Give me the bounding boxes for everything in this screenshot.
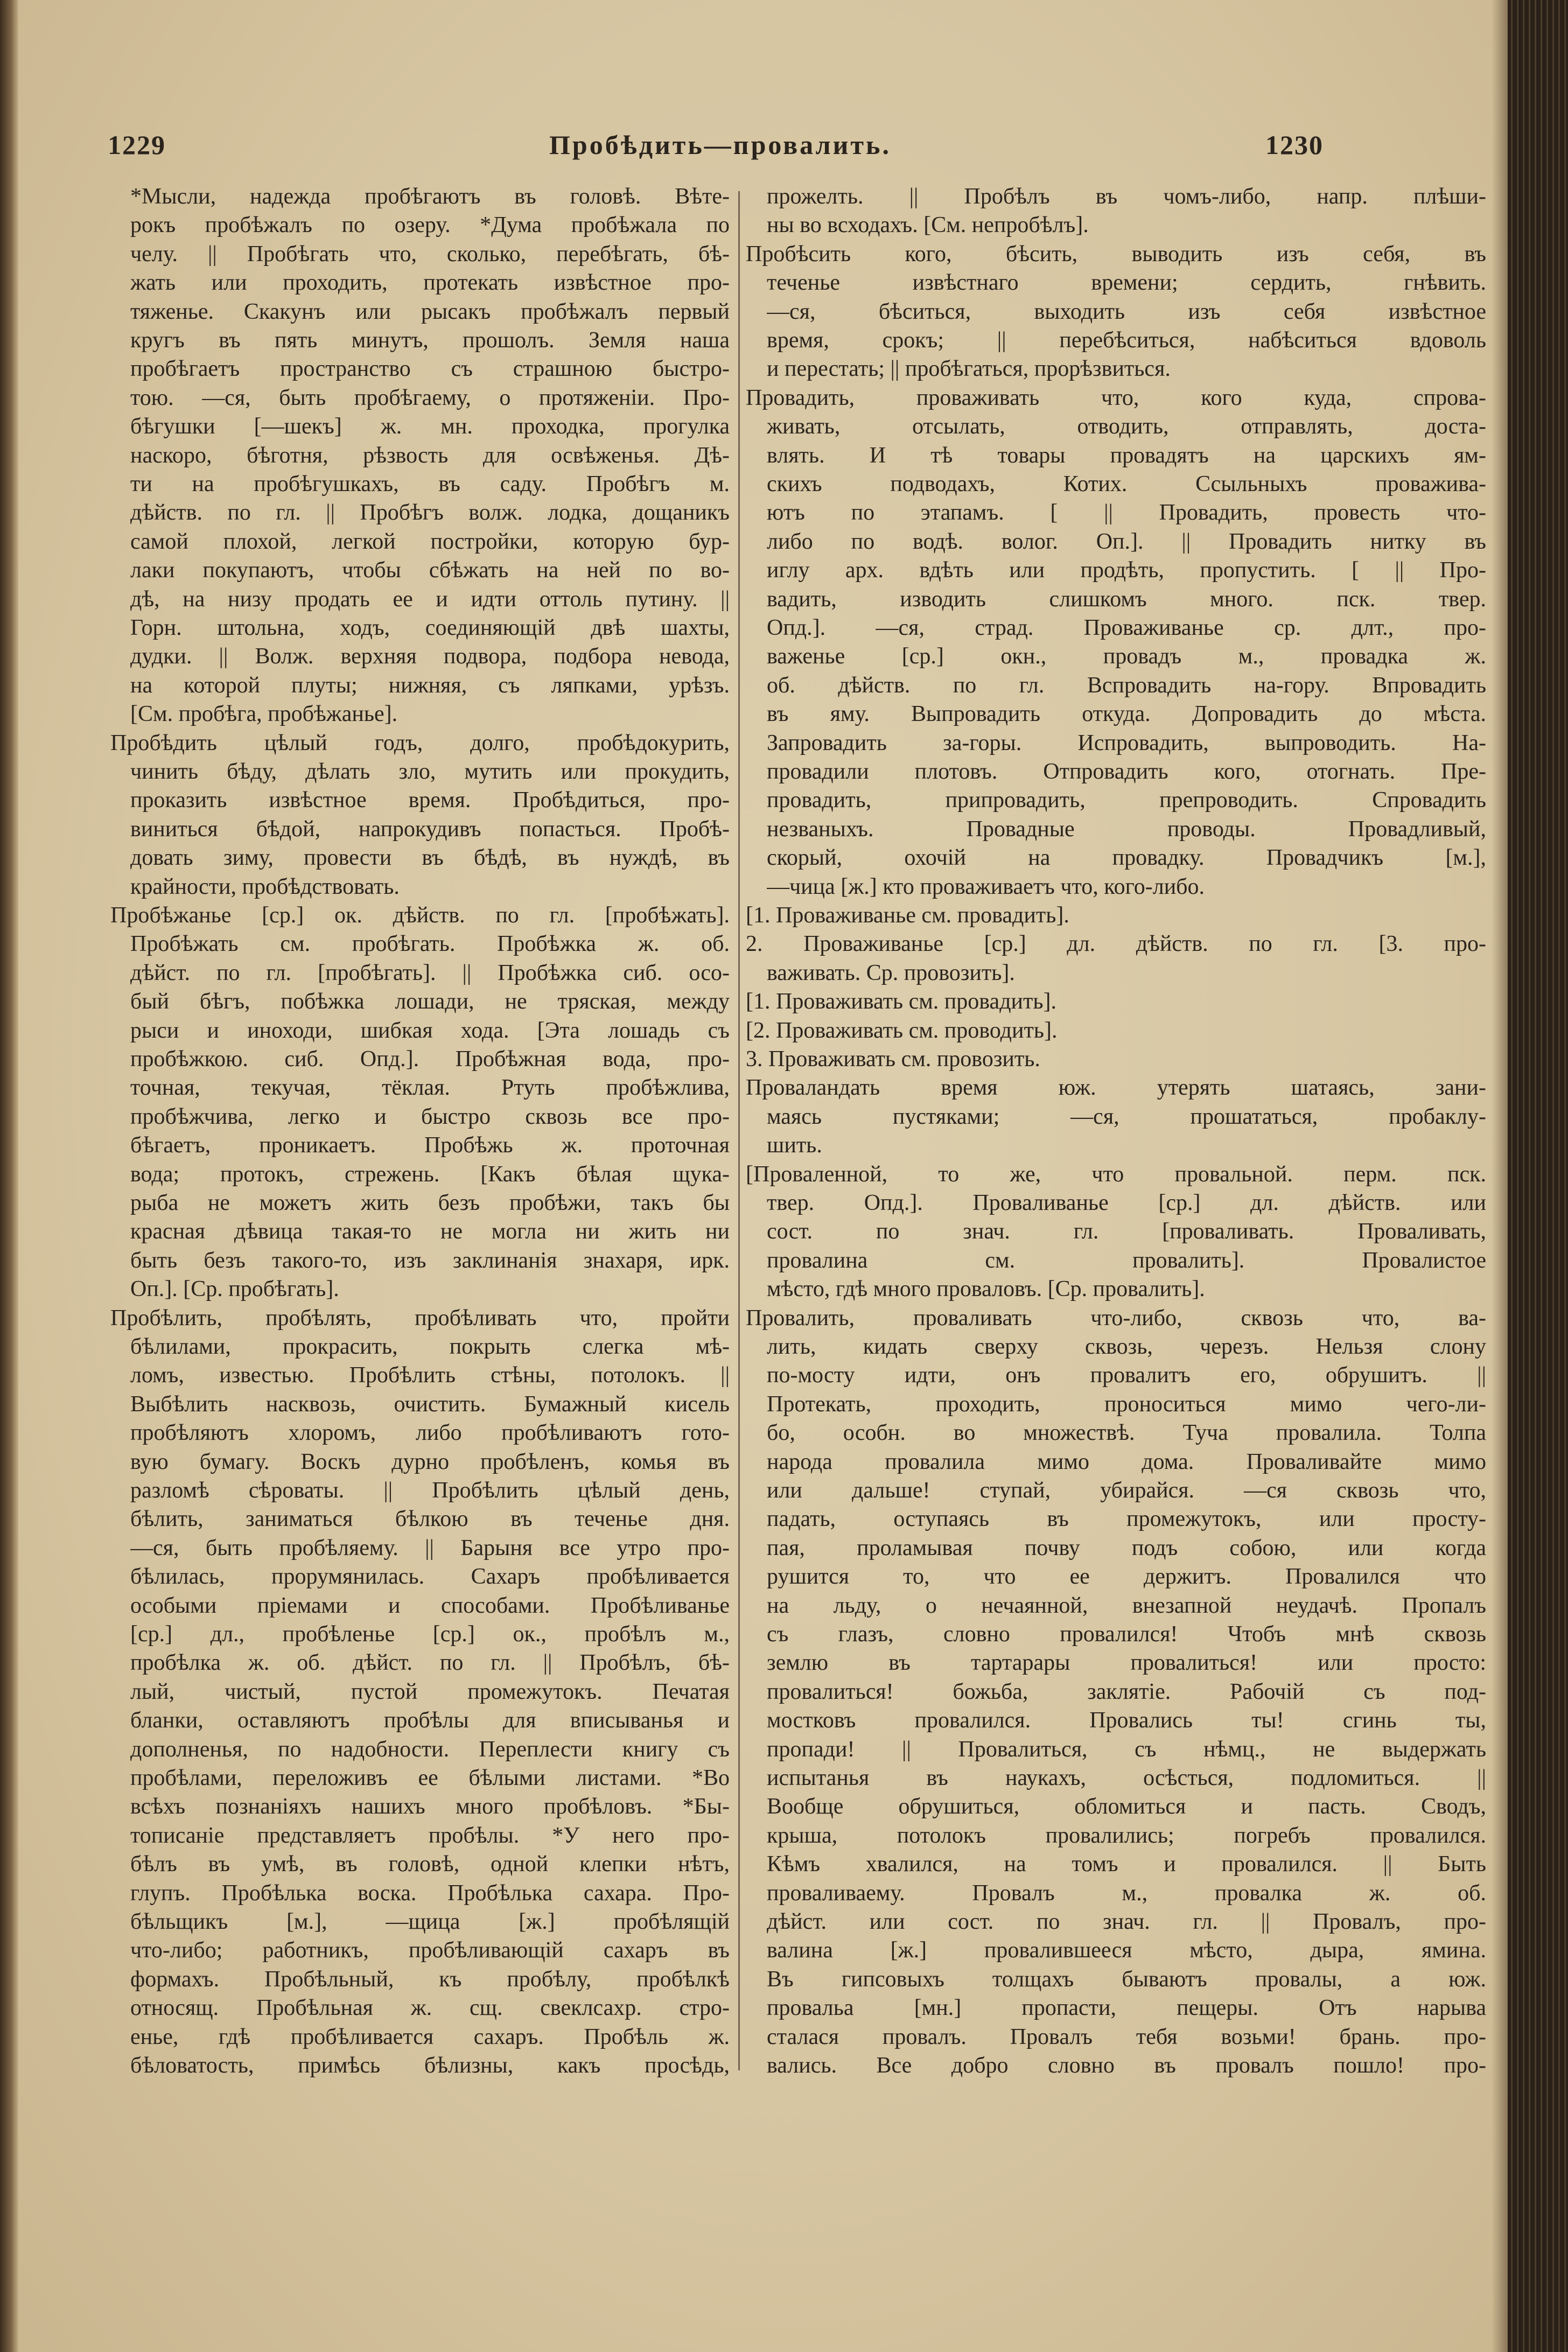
text-line: бѣлить, заниматься бѣлкою въ теченье дня. xyxy=(130,1507,730,1532)
text-line: вались. Все добро словно въ провалъ пошло! про- xyxy=(767,2053,1486,2078)
entry-headword-line: Пробѣлить, пробѣлять, пробѣливать что, пройти xyxy=(110,1305,730,1331)
text-line: тяженье. Скакунъ или рысакъ пробѣжалъ первый xyxy=(130,299,730,324)
column-divider xyxy=(738,191,740,2070)
text-line: Пробѣжать см. пробѣгать. Пробѣжка ж. об. xyxy=(130,932,730,957)
text-line: дѣ, на низу продать ее и идти оттоль путину. || xyxy=(130,586,730,612)
text-line: тою. —ся, быть пробѣгаему, о протяженіи. Про- xyxy=(130,385,730,410)
text-line: тописаніе представляетъ пробѣлы. *У него про- xyxy=(130,1823,730,1848)
text-line: Кѣмъ хвалился, на томъ и провалился. || Быть xyxy=(767,1852,1486,1877)
text-line: особыми пріемами и способами. Пробѣливанье xyxy=(130,1593,730,1618)
text-line: рокъ пробѣжалъ по озеру. *Дума пробѣжала по xyxy=(130,213,730,238)
text-line: Вообще обрушиться, обломиться и пасть. Сводъ, xyxy=(767,1794,1486,1819)
text-line: довать зиму, провести въ бѣдѣ, въ нуждѣ, въ xyxy=(130,845,730,871)
text-line: теченье извѣстнаго времени; сердить, гнѣвить. xyxy=(767,270,1486,296)
text-line: по-мосту идти, онъ провалитъ его, обрушитъ. || xyxy=(767,1363,1486,1388)
text-line: твер. Опд.]. Проваливанье [ср.] дл. дѣйств. или xyxy=(767,1191,1486,1215)
text-line: пробѣлами, переложивъ ее бѣлыми листами. *Во xyxy=(130,1766,730,1790)
text-line: дѣйст. по гл. [пробѣгать]. || Пробѣжка сиб. осо- xyxy=(130,960,730,985)
text-line: скорый, охочій на провадку. Провадчикъ [м.], xyxy=(767,845,1486,871)
text-line: пробѣляютъ хлоромъ, либо пробѣливаютъ гото- xyxy=(130,1420,730,1446)
text-line: проказить извѣстное время. Пробѣдиться, про- xyxy=(130,788,730,813)
text-line: —ся, быть пробѣляему. || Барыня все утро про- xyxy=(130,1535,730,1560)
entry-headword-line: [Проваленной, то же, что провальной. перм. пск. xyxy=(746,1161,1486,1187)
text-line: бый бѣгъ, побѣжка лошади, не тряская, между xyxy=(130,989,730,1014)
text-line: [ср.] дл., пробѣленье [ср.] ок., пробѣлъ м., xyxy=(130,1622,730,1647)
text-line: сост. по знач. гл. [проваливать. Проваливать, xyxy=(767,1219,1486,1244)
text-line: Опд.]. —ся, страд. Проваживанье ср. длт., про- xyxy=(767,615,1486,640)
text-line: пая, проламывая почву подъ собою, или когда xyxy=(767,1535,1486,1560)
text-line: иглу арх. вдѣть или продѣть, пропустить. [ || Про- xyxy=(767,558,1486,583)
text-line: Выбѣлить насквозь, очистить. Бумажный кисель xyxy=(130,1391,730,1417)
text-line: разломѣ сѣроваты. || Пробѣлить цѣлый день, xyxy=(130,1478,730,1503)
text-line: дѣйст. или сост. по знач. гл. || Провалъ, про- xyxy=(767,1909,1486,1934)
text-line: бѣлилась, прорумянилась. Сахаръ пробѣливается xyxy=(130,1564,730,1590)
text-line: на льду, о нечаянной, внезапной неудачѣ. Пропалъ xyxy=(767,1593,1486,1618)
text-line: что-либо; работникъ, пробѣливающій сахаръ въ xyxy=(130,1938,730,1963)
text-line: лый, чистый, пустой промежутокъ. Печатая xyxy=(130,1679,730,1704)
text-line: бѣгаетъ, проникаетъ. Пробѣжь ж. проточная xyxy=(130,1133,730,1158)
text-line: провадить, припровадить, препроводить. Спровадить xyxy=(767,788,1486,813)
book-page-edges xyxy=(1508,0,1568,2352)
text-line: красная дѣвица такая-то не могла ни жить ни xyxy=(130,1219,730,1244)
text-line: пробѣлка ж. об. дѣйст. по гл. || Пробѣлъ, бѣ- xyxy=(130,1650,730,1676)
text-line: пробѣгаетъ пространство съ страшною быстро- xyxy=(130,356,730,382)
entry-headword-line: [2. Проваживать см. проводить]. xyxy=(746,1018,1058,1043)
text-line: прожелть. || Пробѣлъ въ чомъ-либо, напр. плѣши- xyxy=(767,184,1486,209)
text-line: Оп.]. [Ср. пробѣгать]. xyxy=(130,1277,339,1302)
text-line: быть безъ такого-то, изъ заклинанія знахаря, ирк. xyxy=(130,1248,730,1273)
text-line: Въ гипсовыхъ толщахъ бываютъ провалы, а юж. xyxy=(767,1966,1486,1992)
text-line: провалиться! божьба, заклятіе. Рабочій съ под- xyxy=(767,1679,1486,1704)
text-line: дудки. || Волж. верхняя подвора, подбора невода, xyxy=(130,644,730,669)
text-line: об. дѣйств. по гл. Вспровадить на-гору. Впровадить xyxy=(767,673,1486,698)
text-line: въ яму. Выпровадить откуда. Допровадить до мѣста. xyxy=(767,702,1486,727)
entry-headword-line: 2. Проваживанье [ср.] дл. дѣйств. по гл. [3. про- xyxy=(746,932,1486,957)
text-line: Горн. штольна, ходъ, соединяющій двѣ шахты, xyxy=(130,615,730,640)
page-number-left: 1229 xyxy=(108,130,166,160)
text-line: ны во всходахъ. [См. непробѣлъ]. xyxy=(767,213,1089,238)
text-line: вадить, изводить слишкомъ много. пск. твер. xyxy=(767,586,1486,612)
entry-headword-line: 3. Проваживать см. провозить. xyxy=(746,1047,1040,1072)
text-line: лить, кидать сверху сквозь, черезъ. Нельзя слону xyxy=(767,1334,1486,1359)
text-line: вода; протокъ, стрежень. [Какъ бѣлая щука- xyxy=(130,1161,730,1187)
text-line: чинить бѣду, дѣлать зло, мутить или прокудить, xyxy=(130,759,730,784)
text-line: —ся, бѣситься, выходить изъ себя извѣстное xyxy=(767,299,1486,324)
text-line: рыси и иноходи, шибкая хода. [Эта лошадь съ xyxy=(130,1018,730,1043)
text-line: енье, гдѣ пробѣливается сахаръ. Пробѣль ж. xyxy=(130,2024,730,2049)
text-line: Протекать, проходить, проноситься мимо чего-ли- xyxy=(767,1391,1486,1417)
text-line: рыба не можетъ жить безъ пробѣжи, такъ бы xyxy=(130,1191,730,1215)
text-line: дополненья, по надобности. Переплести книгу съ xyxy=(130,1737,730,1762)
text-line: *Мысли, надежда пробѣгаютъ въ головѣ. Вѣте- xyxy=(130,184,730,209)
text-line: бѣльщикъ [м.], —щица [ж.] пробѣлящій xyxy=(130,1909,730,1934)
text-line: проваливаему. Провалъ м., провалка ж. об. xyxy=(767,1880,1486,1906)
text-line: провальа [мн.] пропасти, пещеры. Отъ нарыва xyxy=(767,1996,1486,2021)
text-line: скихъ подводахъ, Котих. Ссыльныхъ проважива- xyxy=(767,472,1486,496)
text-line: незваныхъ. Провадные проводы. Провадливый, xyxy=(767,816,1486,842)
text-line: глупъ. Пробѣлька воска. Пробѣлька сахара. Про- xyxy=(130,1880,730,1906)
text-line: ти на пробѣгушкахъ, въ саду. Пробѣгъ м. xyxy=(130,472,730,496)
text-line: бо, особн. во множествѣ. Туча провалила. Толпа xyxy=(767,1420,1486,1446)
text-line: влять. И тѣ товары провадятъ на царскихъ ям- xyxy=(767,443,1486,468)
text-line: ломъ, известью. Пробѣлить стѣны, потолокъ. || xyxy=(130,1363,730,1388)
text-line: валина [ж.] провалившееся мѣсто, дыра, ямина. xyxy=(767,1938,1486,1963)
text-line: бланки, оставляютъ пробѣлы для вписыванья и xyxy=(130,1708,730,1733)
entry-headword-line: Провадить, проваживать что, кого куда, спрова- xyxy=(746,385,1486,410)
text-line: важивать. Ср. провозить]. xyxy=(767,960,1015,985)
text-line: всѣхъ познаніяхъ нашихъ много пробѣловъ. *Бы- xyxy=(130,1794,730,1819)
text-line: лаки покупаютъ, чтобы сбѣжать на ней по во- xyxy=(130,558,730,583)
text-line: бѣлъ въ умѣ, въ головѣ, одной клепки нѣтъ, xyxy=(130,1852,730,1877)
text-line: пропади! || Провалиться, съ нѣмц., не выдержать xyxy=(767,1737,1486,1762)
text-line: шить. xyxy=(767,1133,822,1158)
text-line: крайности, пробѣдствовать. xyxy=(130,874,400,899)
text-line: дѣйств. по гл. || Пробѣгъ волж. лодка, дощаникъ xyxy=(130,500,730,526)
text-line: народа провалила мимо дома. Проваливайте мимо xyxy=(767,1449,1486,1474)
entry-headword-line: Пробѣдить цѣлый годъ, долго, пробѣдокурить, xyxy=(110,730,730,755)
text-line: бѣлилами, прокрасить, покрыть слегка мѣ- xyxy=(130,1334,730,1359)
text-line: Запровадить за-горы. Испровадить, выпроводить. На- xyxy=(767,730,1486,755)
text-line: наскоро, бѣготня, рѣзвость для освѣженья. Дѣ- xyxy=(130,443,730,468)
text-line: ютъ по этапамъ. [ || Провадить, провесть что- xyxy=(767,500,1486,526)
text-line: провадили плотовъ. Отпровадить кого, отогнать. Пре- xyxy=(767,759,1486,784)
entry-headword-line: Пробѣжанье [ср.] ок. дѣйств. по гл. [пробѣжать]. xyxy=(110,903,730,928)
text-line: пробѣжкою. сиб. Опд.]. Пробѣжная вода, про- xyxy=(130,1047,730,1072)
book-binding xyxy=(0,0,18,2352)
text-line: живать, отсылать, отводить, отправлять, доста- xyxy=(767,414,1486,439)
text-line: и перестать; || пробѣгаться, прорѣзвиться. xyxy=(767,356,1171,382)
text-line: самой плохой, легкой постройки, которую бур- xyxy=(130,529,730,554)
text-line: время, срокъ; || перебѣситься, набѣситься вдоволь xyxy=(767,328,1486,353)
entry-headword-line: Пробѣсить кого, бѣсить, выводить изъ себя, въ xyxy=(746,241,1486,267)
text-line: формахъ. Пробѣльный, къ пробѣлу, пробѣлкѣ xyxy=(130,1966,730,1992)
text-line: важенье [ср.] окн., провадъ м., провадка ж. xyxy=(767,644,1486,669)
text-line: вую бумагу. Воскъ дурно пробѣленъ, комья въ xyxy=(130,1449,730,1474)
entry-headword-line: [1. Проваживанье см. провадить]. xyxy=(746,903,1069,928)
entry-headword-line: Провалить, проваливать что-либо, сквозь что, ва- xyxy=(746,1305,1486,1331)
text-line: [См. пробѣга, пробѣжанье]. xyxy=(130,702,398,727)
text-line: точная, текучая, тёклая. Ртуть пробѣжлива, xyxy=(130,1075,730,1101)
text-line: падать, оступаясь въ промежутокъ, или просту- xyxy=(767,1507,1486,1532)
running-title: Пробѣдить—провалить. xyxy=(549,130,891,160)
text-line: сталася провалъ. Провалъ тебя возьми! брань. про- xyxy=(767,2024,1486,2049)
text-line: относящ. Пробѣльная ж. сщ. свеклсахр. стро- xyxy=(130,1996,730,2021)
text-line: бѣловатость, примѣсь бѣлизны, какъ просѣдь, xyxy=(130,2053,730,2078)
text-line: жать или проходить, протекать извѣстное про- xyxy=(130,270,730,296)
text-line: или дальше! ступай, убирайся. —ся сквозь что, xyxy=(767,1478,1486,1503)
text-line: кругъ въ пять минутъ, прошолъ. Земля наша xyxy=(130,328,730,353)
text-line: испытанья въ наукахъ, осѣсться, подломиться. || xyxy=(767,1766,1486,1790)
text-line: на которой плуты; нижняя, съ ляпками, урѣзъ. xyxy=(130,673,730,698)
text-line: мѣсто, гдѣ много проваловъ. [Ср. провалить]. xyxy=(767,1277,1205,1302)
text-line: рушится то, что ее держитъ. Провалился что xyxy=(767,1564,1486,1590)
text-line: крыша, потолокъ провалились; погребъ провалился. xyxy=(767,1823,1486,1848)
text-line: челу. || Пробѣгать что, сколько, перебѣгать, бѣ- xyxy=(130,241,730,267)
text-line: провалина см. провалить]. Провалистое xyxy=(767,1248,1486,1273)
text-line: землю въ тартарары провалиться! или просто: xyxy=(767,1650,1486,1676)
page-number-right: 1230 xyxy=(1265,130,1324,160)
entry-headword-line: Проваландать время юж. утерять шатаясь, зани- xyxy=(746,1075,1486,1101)
text-line: мостковъ провалился. Провались ты! сгинь ты, xyxy=(767,1708,1486,1733)
text-line: виниться бѣдой, напрокудивъ попасться. Пробѣ- xyxy=(130,816,730,842)
text-line: либо по водѣ. волог. Оп.]. || Провадить нитку въ xyxy=(767,529,1486,554)
text-line: бѣгушки [—шекъ] ж. мн. проходка, прогулка xyxy=(130,414,730,439)
text-line: —чица [ж.] кто проваживаетъ что, кого-либо. xyxy=(767,874,1205,899)
text-line: съ глазъ, словно провалился! Чтобъ мнѣ сквозь xyxy=(767,1622,1486,1647)
entry-headword-line: [1. Проваживать см. провадить]. xyxy=(746,989,1057,1014)
text-line: пробѣжчива, легко и быстро сквозь все про- xyxy=(130,1104,730,1129)
text-line: маясь пустяками; —ся, прошататься, пробаклу- xyxy=(767,1104,1486,1129)
